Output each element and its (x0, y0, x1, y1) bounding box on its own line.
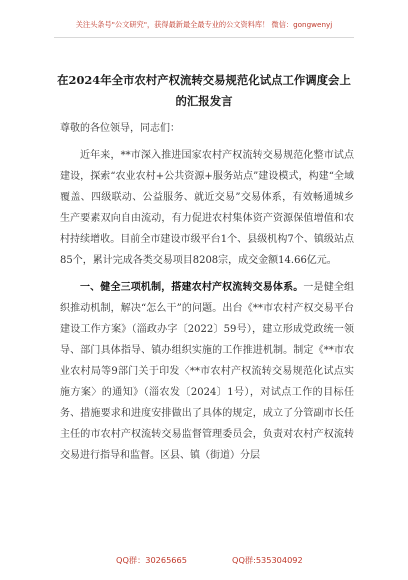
salutation: 尊敬的各位领导，同志们： (60, 123, 180, 134)
section-1-paragraph (60, 277, 354, 466)
title-line-2: 的汇报发言 (175, 94, 233, 108)
footer-qq-right: QQ群:535304092 (232, 555, 303, 565)
header-divider (54, 37, 354, 38)
document-title (40, 70, 368, 112)
section-1-heading: 一、健全三项机制，搭建农村产权流转交易体系。 (80, 282, 304, 293)
title-line-1: 在2024年全市农村产权流转交易规范化试点工作调度会上 (57, 73, 351, 87)
page-footer (0, 555, 408, 569)
header-notice: 关注头条号"公文研究"，获得最新最全最专业的公文资料库！ 微信：gongwenyj (75, 20, 333, 29)
footer-qq-left: QQ群：30265665 (116, 555, 187, 565)
document-body (60, 118, 354, 466)
intro-paragraph: 近年来，**市深入推进国家农村产权流转交易规范化整市试点建设，探索“农业农村+公共资源+服务站点”建设模式，构建“全域覆盖、四级联动、公益服务、就近交易”交易体系，有效畅通城乡生产要素双向自由流动，有力促进农村集体资产资源保值增值和农村持续增收。目前全市建设市级平台1个、县级机构7个、镇级站点85个，累计完成各类交易项目8208宗，成交金额14.66亿元。 (60, 150, 354, 266)
section-1-text: 一是健全组织推动机制，解决“怎么干”的问题。出台《**市农村产权交易平台建设工作方案》（淄政办字〔2022〕59号），建立形成党政统一领导、部门具体指导、镇办组织实施的工作推进机制。制定《**市农业农村局等9部门关于印发〈**市农村产权流转交易规范化试点实施方案〉的通知》（淄农发〔2024〕1号），对试点工作的目标任务、措施要求和进度安排做出了具体的规定，成立了分管副市长任主任的市农村产权流转交易监督管理委员会，负责对农村产权流转交易进行指导和监督。区县、镇（街道）分层 (60, 282, 355, 461)
